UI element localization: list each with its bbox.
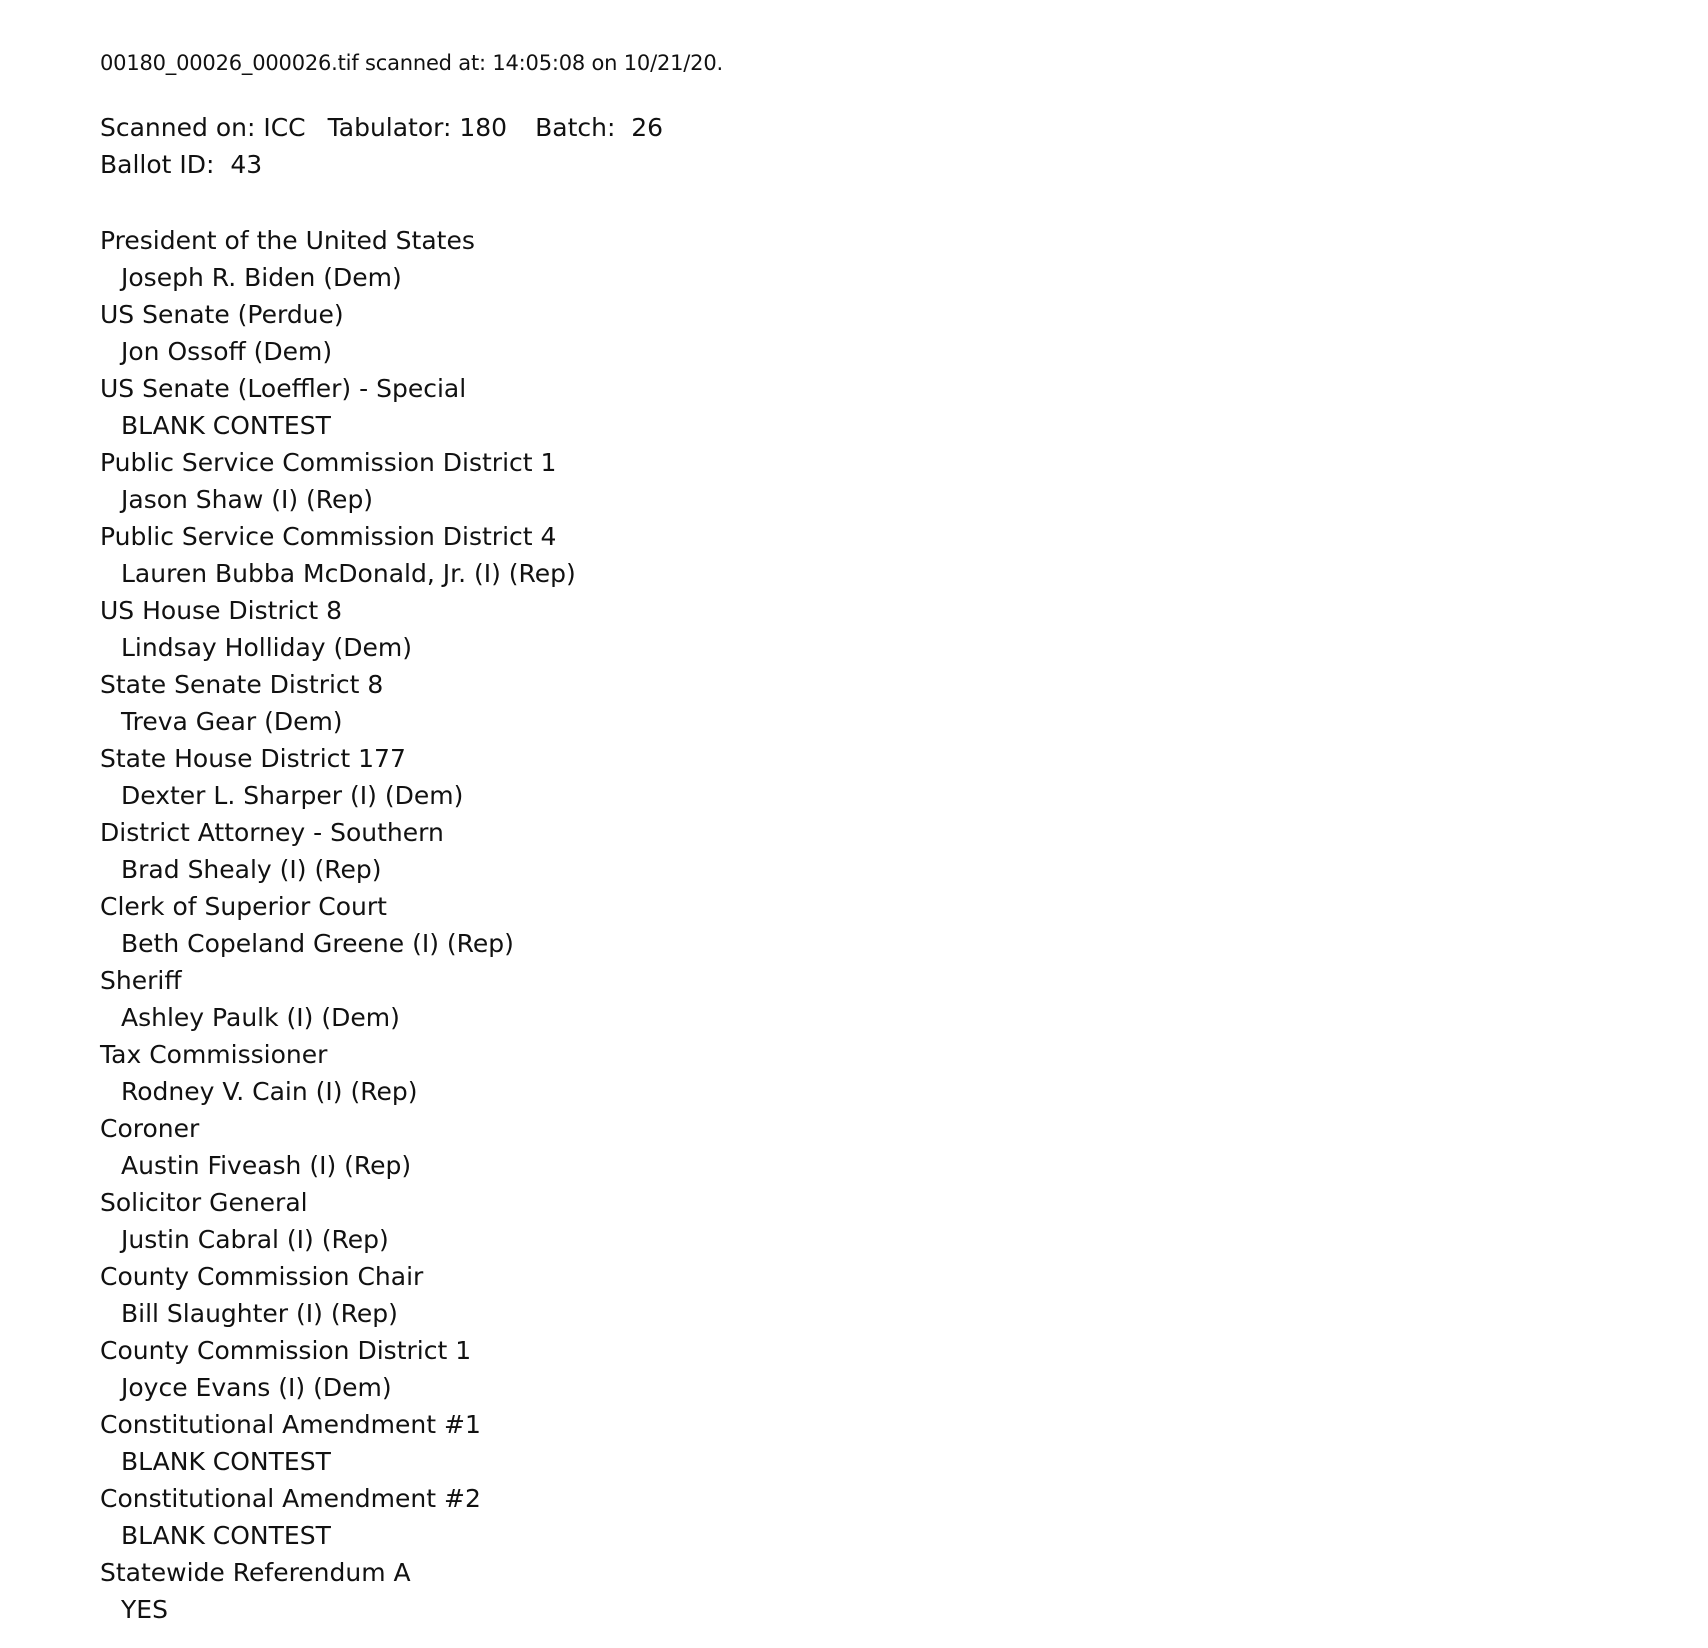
- contest-item: [100, 962, 576, 1036]
- contest-title: President of the United States: [100, 226, 475, 255]
- contest-item: [100, 740, 576, 814]
- contest-item: [100, 1332, 576, 1406]
- contest-item: [100, 888, 576, 962]
- contest-choice: BLANK CONTEST: [121, 1447, 331, 1476]
- contest-title: Clerk of Superior Court: [100, 892, 387, 921]
- contest-item: [100, 444, 576, 518]
- contest-title: District Attorney - Southern: [100, 818, 444, 847]
- contest-item: [100, 370, 576, 444]
- contest-choice: BLANK CONTEST: [121, 411, 331, 440]
- contest-title: Statewide Referendum A: [100, 1558, 411, 1587]
- tabulator: Tabulator: 180: [327, 113, 508, 142]
- contest-title: Tax Commissioner: [100, 1040, 328, 1069]
- contest-choice: YES: [121, 1595, 168, 1624]
- batch: Batch: 26: [535, 113, 664, 142]
- contest-choice: Austin Fiveash (I) (Rep): [121, 1151, 412, 1180]
- contest-choice: Joseph R. Biden (Dem): [121, 263, 402, 292]
- contest-choice: Dexter L. Sharper (I) (Dem): [121, 781, 464, 810]
- contest-title: Coroner: [100, 1114, 200, 1143]
- contest-title: US Senate (Loeffler) - Special: [100, 374, 467, 403]
- contest-choice: BLANK CONTEST: [121, 1521, 331, 1550]
- contest-choice: Bill Slaughter (I) (Rep): [121, 1299, 398, 1328]
- contest-item: [100, 666, 576, 740]
- contest-item: [100, 1406, 576, 1480]
- contest-item: [100, 1480, 576, 1554]
- contest-title: US Senate (Perdue): [100, 300, 344, 329]
- contest-choice: Lauren Bubba McDonald, Jr. (I) (Rep): [121, 559, 576, 588]
- contest-item: [100, 296, 576, 370]
- contest-item: [100, 1184, 576, 1258]
- contest-choice: Justin Cabral (I) (Rep): [121, 1225, 389, 1254]
- contest-item: [100, 1036, 576, 1110]
- contest-choice: Ashley Paulk (I) (Dem): [121, 1003, 400, 1032]
- contest-choice: Jason Shaw (I) (Rep): [121, 485, 374, 514]
- contest-choice: Lindsay Holliday (Dem): [121, 633, 413, 662]
- contest-list: [100, 222, 576, 1628]
- contest-title: Sheriff: [100, 966, 182, 995]
- contest-choice: Jon Ossoff (Dem): [121, 337, 333, 366]
- contest-choice: Joyce Evans (I) (Dem): [121, 1373, 392, 1402]
- ballot-id: Ballot ID: 43: [100, 150, 263, 179]
- contest-choice: Beth Copeland Greene (I) (Rep): [121, 929, 514, 958]
- contest-title: State House District 177: [100, 744, 406, 773]
- contest-title: State Senate District 8: [100, 670, 384, 699]
- contest-item: [100, 222, 576, 296]
- contest-title: Solicitor General: [100, 1188, 308, 1217]
- contest-item: [100, 814, 576, 888]
- contest-title: County Commission Chair: [100, 1262, 424, 1291]
- scanned-on: Scanned on: ICC: [100, 113, 306, 142]
- contest-item: [100, 1258, 576, 1332]
- contest-item: [100, 1110, 576, 1184]
- scan-meta: [100, 111, 663, 145]
- contest-item: [100, 518, 576, 592]
- contest-item: [100, 1554, 576, 1628]
- contest-title: US House District 8: [100, 596, 343, 625]
- contest-choice: Treva Gear (Dem): [121, 707, 343, 736]
- contest-title: Constitutional Amendment #2: [100, 1484, 481, 1513]
- contest-title: Constitutional Amendment #1: [100, 1410, 481, 1439]
- contest-choice: Rodney V. Cain (I) (Rep): [121, 1077, 418, 1106]
- contest-title: Public Service Commission District 4: [100, 522, 557, 551]
- scan-info: 00180_00026_000026.tif scanned at: 14:05:08 on 10/21/20.: [100, 51, 723, 75]
- contest-title: County Commission District 1: [100, 1336, 472, 1365]
- contest-item: [100, 592, 576, 666]
- contest-title: Public Service Commission District 1: [100, 448, 557, 477]
- contest-choice: Brad Shealy (I) (Rep): [121, 855, 382, 884]
